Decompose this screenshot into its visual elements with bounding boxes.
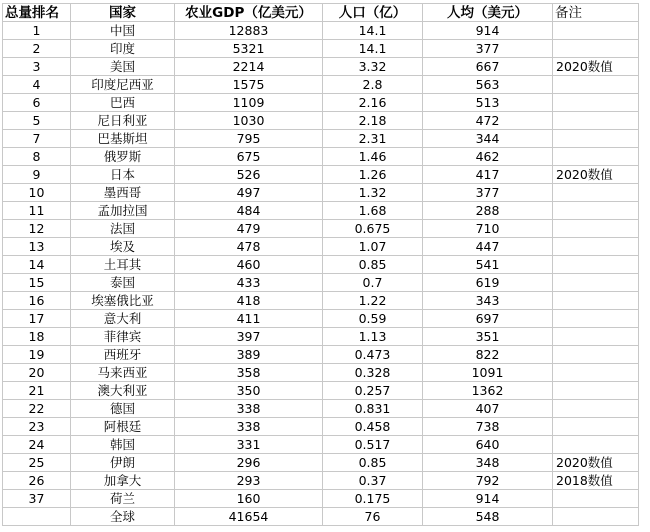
table-row (3, 472, 639, 490)
country-cell: 西班牙 (71, 346, 175, 364)
rank-cell: 23 (3, 418, 71, 436)
country-cell: 墨西哥 (71, 184, 175, 202)
table-row (3, 238, 639, 256)
country-cell: 全球 (71, 508, 175, 526)
population-cell: 0.175 (323, 490, 423, 508)
note-cell (553, 490, 639, 508)
rank-cell: 7 (3, 130, 71, 148)
rank-cell: 24 (3, 436, 71, 454)
per-capita-cell: 351 (423, 328, 553, 346)
country-cell: 韩国 (71, 436, 175, 454)
note-cell (553, 418, 639, 436)
rank-cell: 1 (3, 22, 71, 40)
per-capita-cell: 462 (423, 148, 553, 166)
table-row (3, 508, 639, 526)
per-capita-cell: 417 (423, 166, 553, 184)
per-capita-cell: 710 (423, 220, 553, 238)
per-capita-cell: 343 (423, 292, 553, 310)
agri-gdp-cell: 418 (175, 292, 323, 310)
per-capita-cell: 377 (423, 40, 553, 58)
population-cell: 2.18 (323, 112, 423, 130)
rank-cell: 25 (3, 454, 71, 472)
per-capita-cell: 563 (423, 76, 553, 94)
note-cell (553, 94, 639, 112)
per-capita-cell: 792 (423, 472, 553, 490)
per-capita-cell: 377 (423, 184, 553, 202)
population-cell: 2.31 (323, 130, 423, 148)
rank-cell: 4 (3, 76, 71, 94)
country-cell: 德国 (71, 400, 175, 418)
population-cell: 14.1 (323, 40, 423, 58)
country-cell: 澳大利亚 (71, 382, 175, 400)
rank-cell: 18 (3, 328, 71, 346)
table-row (3, 310, 639, 328)
population-cell: 1.13 (323, 328, 423, 346)
country-cell: 土耳其 (71, 256, 175, 274)
table-row (3, 130, 639, 148)
country-cell: 巴西 (71, 94, 175, 112)
rank-cell: 26 (3, 472, 71, 490)
table-row (3, 22, 639, 40)
population-cell: 0.458 (323, 418, 423, 436)
population-cell: 76 (323, 508, 423, 526)
table-row (3, 94, 639, 112)
note-cell (553, 508, 639, 526)
rank-cell: 22 (3, 400, 71, 418)
table-row (3, 166, 639, 184)
agri-gdp-cell: 350 (175, 382, 323, 400)
table-row (3, 292, 639, 310)
population-cell: 0.257 (323, 382, 423, 400)
rank-cell: 5 (3, 112, 71, 130)
agri-gdp-cell: 1030 (175, 112, 323, 130)
country-cell: 马来西亚 (71, 364, 175, 382)
rank-cell: 16 (3, 292, 71, 310)
agri-gdp-cell: 12883 (175, 22, 323, 40)
note-cell (553, 310, 639, 328)
header-population: 人口（亿） (323, 4, 423, 22)
agri-gdp-cell: 433 (175, 274, 323, 292)
per-capita-cell: 640 (423, 436, 553, 454)
table-row (3, 148, 639, 166)
population-cell: 0.328 (323, 364, 423, 382)
header-per-capita: 人均（美元） (423, 4, 553, 22)
population-cell: 1.68 (323, 202, 423, 220)
agri-gdp-cell: 497 (175, 184, 323, 202)
per-capita-cell: 738 (423, 418, 553, 436)
per-capita-cell: 513 (423, 94, 553, 112)
agri-gdp-cell: 293 (175, 472, 323, 490)
note-cell (553, 274, 639, 292)
note-cell (553, 292, 639, 310)
note-cell (553, 364, 639, 382)
per-capita-cell: 822 (423, 346, 553, 364)
country-cell: 意大利 (71, 310, 175, 328)
population-cell: 14.1 (323, 22, 423, 40)
agri-gdp-cell: 331 (175, 436, 323, 454)
per-capita-cell: 548 (423, 508, 553, 526)
country-cell: 埃塞俄比亚 (71, 292, 175, 310)
table-row (3, 382, 639, 400)
table-row (3, 40, 639, 58)
agri-gdp-cell: 41654 (175, 508, 323, 526)
note-cell (553, 148, 639, 166)
rank-cell: 8 (3, 148, 71, 166)
rank-cell: 19 (3, 346, 71, 364)
country-cell: 巴基斯坦 (71, 130, 175, 148)
note-cell (553, 22, 639, 40)
rank-cell: 9 (3, 166, 71, 184)
note-cell (553, 436, 639, 454)
per-capita-cell: 1362 (423, 382, 553, 400)
population-cell: 1.32 (323, 184, 423, 202)
agri-gdp-cell: 478 (175, 238, 323, 256)
table-row (3, 112, 639, 130)
agri-gdp-cell: 160 (175, 490, 323, 508)
header-country: 国家 (71, 4, 175, 22)
agri-gdp-cell: 1575 (175, 76, 323, 94)
population-cell: 0.85 (323, 454, 423, 472)
agri-gdp-cell: 526 (175, 166, 323, 184)
agri-gdp-cell: 358 (175, 364, 323, 382)
rank-cell: 13 (3, 238, 71, 256)
note-cell: 2018数值 (553, 472, 639, 490)
agri-gdp-cell: 338 (175, 418, 323, 436)
note-cell (553, 40, 639, 58)
agri-gdp-cell: 397 (175, 328, 323, 346)
per-capita-cell: 348 (423, 454, 553, 472)
rank-cell: 37 (3, 490, 71, 508)
per-capita-cell: 667 (423, 58, 553, 76)
agri-gdp-cell: 460 (175, 256, 323, 274)
population-cell: 2.16 (323, 94, 423, 112)
rank-cell: 14 (3, 256, 71, 274)
agri-gdp-cell: 795 (175, 130, 323, 148)
table-row (3, 328, 639, 346)
table-row (3, 454, 639, 472)
country-cell: 菲律宾 (71, 328, 175, 346)
agri-gdp-cell: 296 (175, 454, 323, 472)
note-cell (553, 220, 639, 238)
note-cell: 2020数值 (553, 166, 639, 184)
population-cell: 1.46 (323, 148, 423, 166)
header-row (3, 4, 639, 22)
note-cell (553, 130, 639, 148)
rank-cell: 10 (3, 184, 71, 202)
country-cell: 荷兰 (71, 490, 175, 508)
rank-cell: 3 (3, 58, 71, 76)
note-cell: 2020数值 (553, 454, 639, 472)
per-capita-cell: 541 (423, 256, 553, 274)
per-capita-cell: 619 (423, 274, 553, 292)
country-cell: 阿根廷 (71, 418, 175, 436)
agri-gdp-cell: 1109 (175, 94, 323, 112)
agri-gdp-cell: 5321 (175, 40, 323, 58)
table-row (3, 220, 639, 238)
country-cell: 中国 (71, 22, 175, 40)
population-cell: 1.26 (323, 166, 423, 184)
rank-cell (3, 508, 71, 526)
population-cell: 0.37 (323, 472, 423, 490)
note-cell (553, 400, 639, 418)
note-cell (553, 382, 639, 400)
country-cell: 俄罗斯 (71, 148, 175, 166)
header-agri-gdp: 农业GDP（亿美元） (175, 4, 323, 22)
agri-gdp-cell: 338 (175, 400, 323, 418)
note-cell (553, 202, 639, 220)
table-row (3, 418, 639, 436)
country-cell: 日本 (71, 166, 175, 184)
country-cell: 美国 (71, 58, 175, 76)
header-rank: 总量排名 (3, 4, 71, 22)
agri-gdp-cell: 675 (175, 148, 323, 166)
per-capita-cell: 472 (423, 112, 553, 130)
note-cell (553, 328, 639, 346)
population-cell: 0.517 (323, 436, 423, 454)
population-cell: 0.59 (323, 310, 423, 328)
rank-cell: 20 (3, 364, 71, 382)
table-row (3, 58, 639, 76)
rank-cell: 6 (3, 94, 71, 112)
table-row (3, 184, 639, 202)
per-capita-cell: 697 (423, 310, 553, 328)
table-row (3, 490, 639, 508)
note-cell (553, 238, 639, 256)
note-cell: 2020数值 (553, 58, 639, 76)
agri-gdp-cell: 484 (175, 202, 323, 220)
rank-cell: 2 (3, 40, 71, 58)
population-cell: 2.8 (323, 76, 423, 94)
country-cell: 印度尼西亚 (71, 76, 175, 94)
table-row (3, 400, 639, 418)
note-cell (553, 256, 639, 274)
country-cell: 泰国 (71, 274, 175, 292)
per-capita-cell: 288 (423, 202, 553, 220)
per-capita-cell: 914 (423, 490, 553, 508)
table-row (3, 202, 639, 220)
population-cell: 1.22 (323, 292, 423, 310)
country-cell: 埃及 (71, 238, 175, 256)
table-row (3, 364, 639, 382)
agri-gdp-cell: 389 (175, 346, 323, 364)
header-note: 备注 (553, 4, 639, 22)
table-row (3, 256, 639, 274)
table-row (3, 76, 639, 94)
rank-cell: 21 (3, 382, 71, 400)
per-capita-cell: 447 (423, 238, 553, 256)
table-row (3, 436, 639, 454)
per-capita-cell: 344 (423, 130, 553, 148)
note-cell (553, 112, 639, 130)
country-cell: 印度 (71, 40, 175, 58)
country-cell: 加拿大 (71, 472, 175, 490)
agri-gdp-cell: 2214 (175, 58, 323, 76)
per-capita-cell: 1091 (423, 364, 553, 382)
country-cell: 法国 (71, 220, 175, 238)
table-row (3, 346, 639, 364)
note-cell (553, 346, 639, 364)
population-cell: 0.85 (323, 256, 423, 274)
agri-gdp-cell: 411 (175, 310, 323, 328)
note-cell (553, 76, 639, 94)
rank-cell: 12 (3, 220, 71, 238)
population-cell: 3.32 (323, 58, 423, 76)
rank-cell: 11 (3, 202, 71, 220)
agri-gdp-cell: 479 (175, 220, 323, 238)
population-cell: 0.675 (323, 220, 423, 238)
per-capita-cell: 407 (423, 400, 553, 418)
rank-cell: 17 (3, 310, 71, 328)
per-capita-cell: 914 (423, 22, 553, 40)
country-cell: 尼日利亚 (71, 112, 175, 130)
population-cell: 1.07 (323, 238, 423, 256)
country-cell: 伊朗 (71, 454, 175, 472)
country-cell: 孟加拉国 (71, 202, 175, 220)
population-cell: 0.7 (323, 274, 423, 292)
population-cell: 0.831 (323, 400, 423, 418)
data-table (2, 3, 639, 526)
population-cell: 0.473 (323, 346, 423, 364)
note-cell (553, 184, 639, 202)
rank-cell: 15 (3, 274, 71, 292)
table-row (3, 274, 639, 292)
